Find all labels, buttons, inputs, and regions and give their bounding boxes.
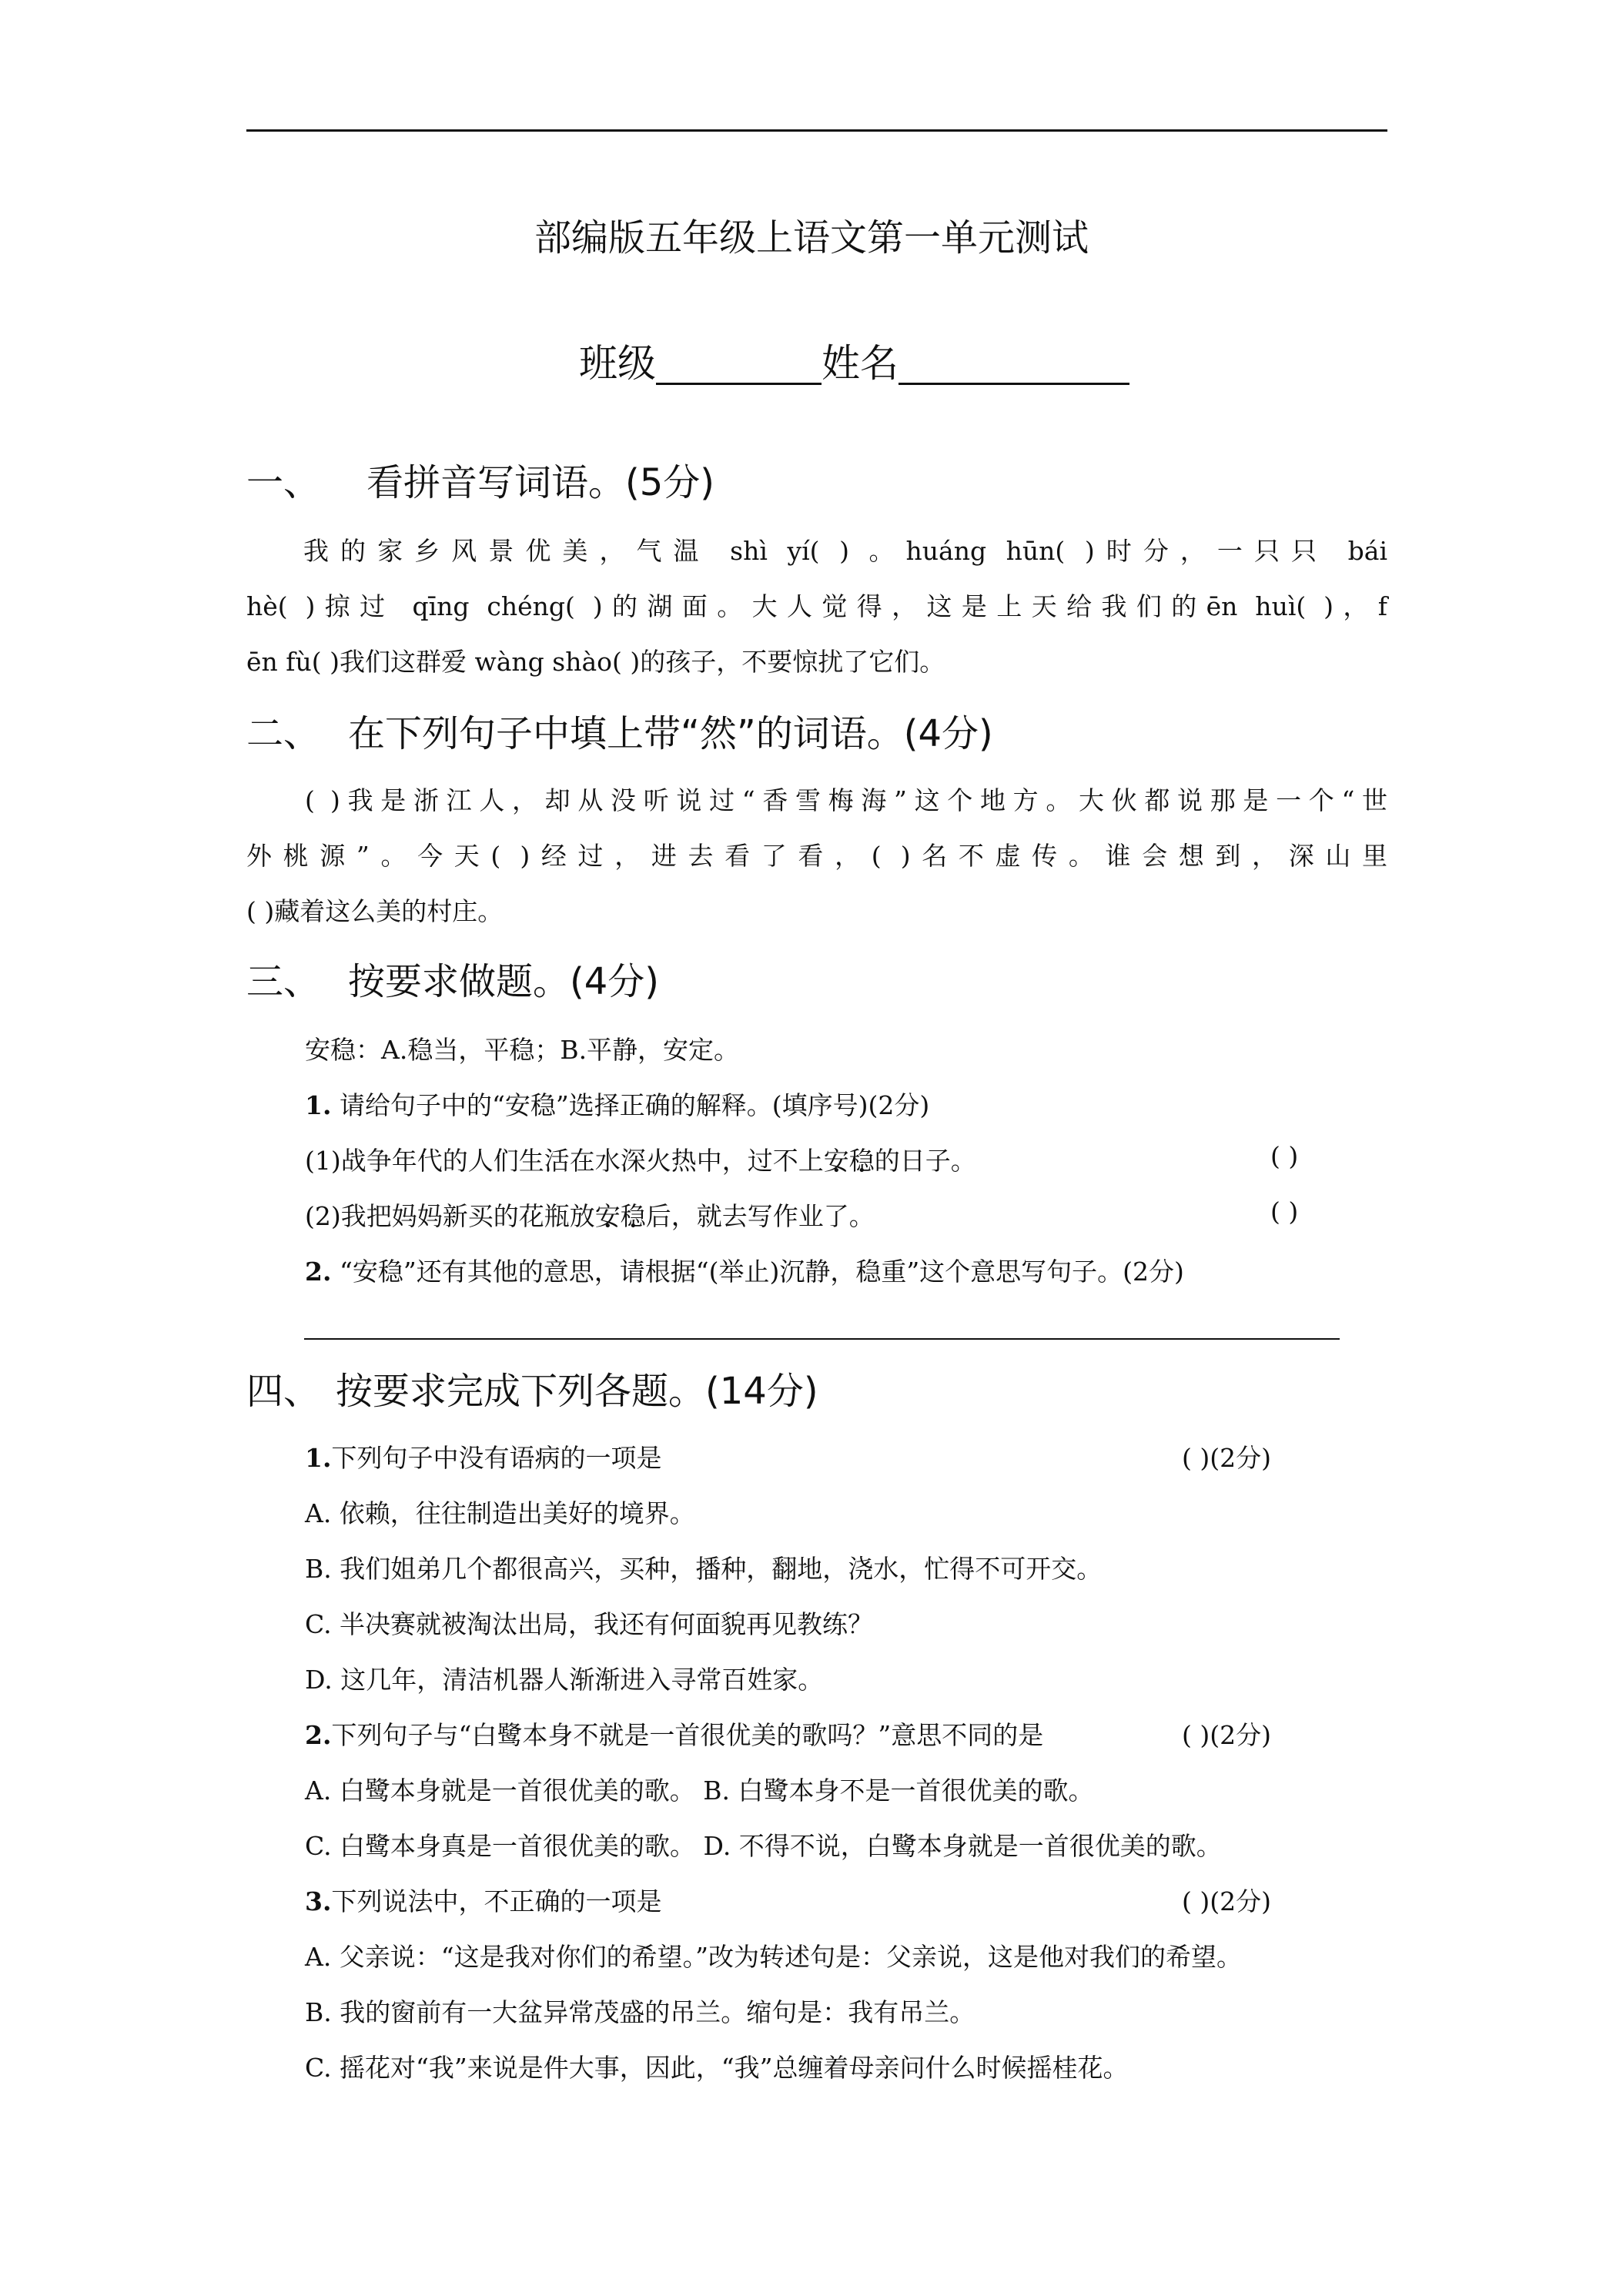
section-number: 三、 <box>246 960 321 1003</box>
option-a: A. 依赖，往往制造出美好的境界。 <box>305 1498 695 1528</box>
answer-paren[interactable]: ( ) <box>1270 1141 1299 1171</box>
question-text: 下列句子与“白鹭本身不就是一首很优美的歌吗？”意思不同的是 <box>331 1720 1044 1750</box>
section-1-heading <box>246 453 714 506</box>
section-title: 按要求做题。(4分) <box>348 960 660 1003</box>
section-title: 在下列句子中填上带“然”的词语。(4分) <box>348 712 993 755</box>
name-label: 姓名 <box>822 341 899 386</box>
text-line: 我的家乡风景优美，气温 shì yí( ) 。huáng hūn( )时分，一只只 bái <box>303 536 1387 566</box>
text-line: ( )我是浙江人，却从没听说过“香雪梅海”这个地方。大伙都说那是一个“世 <box>305 785 1387 815</box>
answer-paren-score[interactable]: ( )(2分) <box>1182 1886 1271 1916</box>
question-text: 请给句子中的“安稳”选择正确的解释。(填序号)(2分) <box>339 1090 930 1120</box>
text-line: 外桃源”。今天( )经过，进去看了看，( )名不虚传。谁会想到，深山里 <box>246 841 1387 871</box>
page-title: 部编版五年级上语文第一单元测试 <box>534 216 1089 259</box>
answer-line[interactable] <box>304 1338 1340 1340</box>
question-4-1 <box>305 1438 661 1474</box>
text-line: ( )藏着这么美的村庄。 <box>246 896 504 926</box>
question-text: 下列句子中没有语病的一项是 <box>331 1443 662 1473</box>
question-3-1-item-2 <box>305 1197 875 1233</box>
option-b: B. 我的窗前有一大盆异常茂盛的吊兰。缩句是：我有吊兰。 <box>305 1997 975 2027</box>
question-number: 1. <box>305 1090 332 1120</box>
question-number: 2. <box>305 1720 332 1750</box>
option-c: C. 摇花对“我”来说是件大事，因此，“我”总缠着母亲问什么时候摇桂花。 <box>305 2053 1129 2083</box>
student-info <box>579 333 1129 388</box>
answer-paren-score[interactable]: ( )(2分) <box>1182 1443 1271 1473</box>
option-a: A. 父亲说：“这是我对你们的希望。”改为转述句是：父亲说，这是他对我们的希望。 <box>305 1942 1243 1972</box>
question-number: 3. <box>305 1886 332 1916</box>
question-text: 下列说法中，不正确的一项是 <box>331 1886 662 1916</box>
question-3-1 <box>305 1086 929 1122</box>
class-blank[interactable] <box>656 346 822 385</box>
definition-line: 安稳：A.稳当，平稳；B.平静，安定。 <box>305 1035 740 1065</box>
option-d: D. 这几年，清洁机器人渐渐进入寻常百姓家。 <box>305 1665 824 1695</box>
item-text: (1)战争年代的人们生活在水深火热中，过不上 <box>305 1146 824 1176</box>
question-text: “安稳”还有其他的意思，请根据“(举止)沉静，稳重”这个意思写句子。(2分) <box>339 1257 1184 1287</box>
section-number: 二、 <box>246 712 321 755</box>
top-rule <box>246 129 1387 132</box>
answer-paren[interactable]: ( ) <box>1270 1197 1299 1227</box>
option-c: C. 半决赛就被淘汰出局，我还有何面貌再见教练？ <box>305 1609 874 1639</box>
question-3-1-item-1 <box>305 1141 976 1177</box>
section-number: 四、 <box>246 1370 321 1413</box>
question-4-2 <box>305 1715 1043 1752</box>
section-number: 一、 <box>246 461 321 504</box>
emphasis-char: 安 <box>823 1146 849 1176</box>
emphasis-char: 稳 <box>620 1201 646 1231</box>
question-3-2 <box>305 1252 1184 1288</box>
options-cd: C. 白鹭本身真是一首很优美的歌。 D. 不得不说，白鹭本身就是一首很优美的歌。 <box>305 1831 1222 1861</box>
option-b: B. 我们姐弟几个都很高兴，买种，播种，翻地，浇水，忙得不可开交。 <box>305 1554 1103 1584</box>
text-line: ēn fù( )我们这群爱 wàng shào( )的孩子，不要惊扰了它们。 <box>246 647 945 677</box>
options-ab: A. 白鹭本身就是一首很优美的歌。 B. 白鹭本身不是一首很优美的歌。 <box>305 1776 1094 1806</box>
item-text: (2)我把妈妈新买的花瓶放 <box>305 1201 595 1231</box>
question-number: 1. <box>305 1443 332 1473</box>
answer-paren-score[interactable]: ( )(2分) <box>1182 1720 1271 1750</box>
text-line: hè( )掠过 qīng chéng( )的湖面。大人觉得，这是上天给我们的ēn huì( )，f <box>246 591 1387 621</box>
section-title: 看拼音写词语。(5分) <box>366 461 715 504</box>
section-2-heading <box>246 704 993 757</box>
question-4-3 <box>305 1882 661 1918</box>
item-text: 的日子。 <box>874 1146 976 1176</box>
class-label: 班级 <box>579 341 656 386</box>
section-4-heading <box>246 1361 818 1414</box>
emphasis-char: 稳 <box>848 1146 875 1176</box>
emphasis-char: 安 <box>594 1201 621 1231</box>
name-blank[interactable] <box>899 346 1129 385</box>
item-text: 后，就去写作业了。 <box>645 1201 875 1231</box>
section-title: 按要求完成下列各题。(14分) <box>336 1370 818 1413</box>
section-3-heading <box>246 952 659 1005</box>
question-number: 2. <box>305 1257 332 1287</box>
